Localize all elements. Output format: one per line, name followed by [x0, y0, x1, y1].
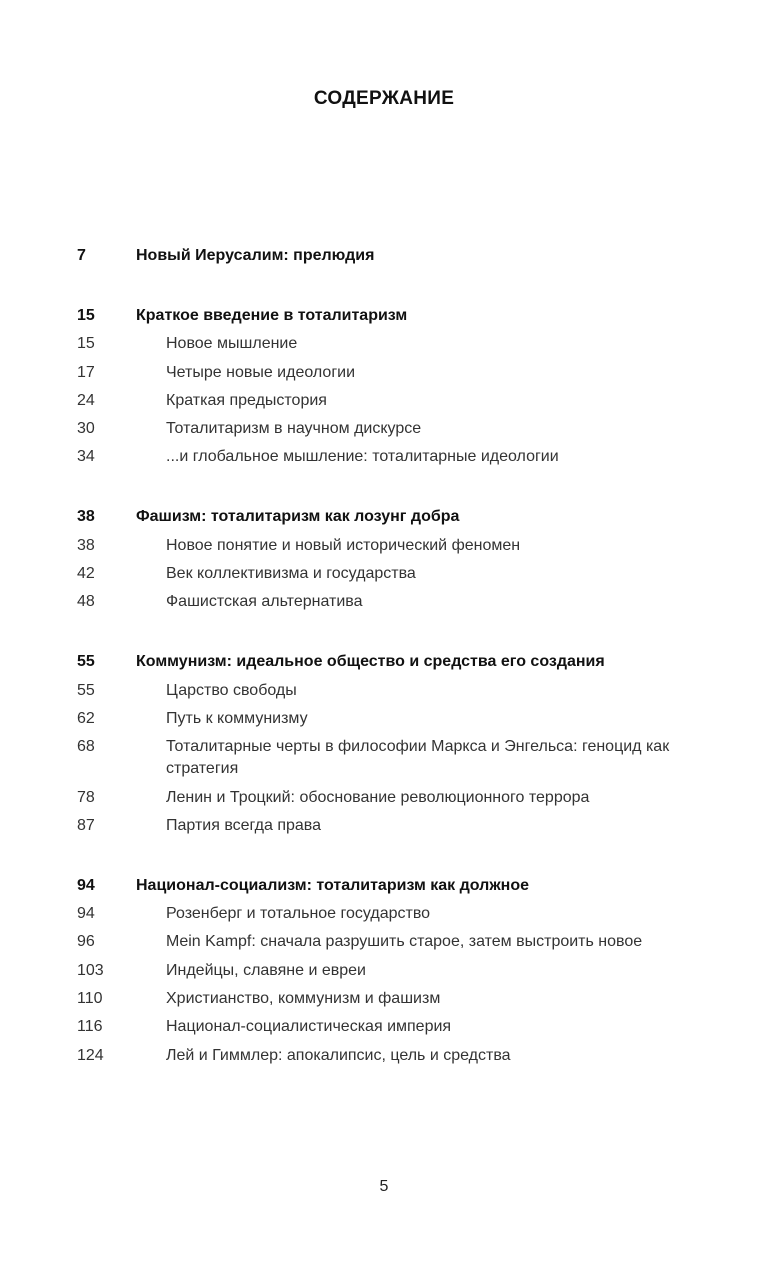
- toc-chapter-heading[interactable]: [0, 875, 768, 897]
- toc-entry[interactable]: [0, 988, 768, 1010]
- toc-page-number: 62: [77, 709, 95, 727]
- toc-chapter-title: Коммунизм: идеальное общество и средства его создания: [136, 653, 605, 671]
- toc-section: [0, 651, 768, 836]
- toc-entry-title: Тоталитарные черты в философии Маркса и Энгельса: геноцид как стратегия: [166, 738, 670, 778]
- toc-page-number: 55: [77, 653, 95, 671]
- toc-entry-title: Mein Kampf: сначала разрушить старое, затем выстроить новое: [166, 933, 643, 951]
- toc-page-number: 17: [77, 363, 95, 381]
- toc-page-number: 55: [77, 681, 95, 699]
- toc-entry[interactable]: [0, 931, 768, 953]
- toc-entry-title: Ленин и Троцкий: обоснование революционного террора: [166, 788, 590, 806]
- toc-page-number: 7: [77, 247, 86, 264]
- toc-page-number: 124: [77, 1046, 104, 1064]
- toc-page-number: 38: [77, 536, 95, 554]
- toc-chapter-title: Новый Иерусалим: прелюдия: [136, 247, 375, 264]
- toc-section: [0, 245, 768, 267]
- toc-chapter-title: Национал-социализм: тоталитаризм как должное: [136, 876, 530, 894]
- toc-chapter-heading[interactable]: [0, 305, 768, 327]
- toc-section: [0, 305, 768, 468]
- toc-page-number: 116: [77, 1018, 103, 1036]
- toc-entry-title: Путь к коммунизму: [166, 709, 308, 727]
- toc-page-number: 94: [77, 876, 95, 894]
- toc-page-number: 15: [77, 335, 95, 353]
- toc-page-number: 110: [77, 990, 103, 1008]
- toc-entry-title: Розенберг и тотальное государство: [166, 905, 431, 923]
- toc-chapter-title: Краткое введение в тоталитаризм: [136, 307, 408, 324]
- toc-page-number: 30: [77, 420, 95, 438]
- toc-entry[interactable]: [0, 815, 768, 837]
- toc-entry-title: Век коллективизма и государства: [166, 565, 416, 583]
- toc-page-number: 42: [77, 565, 95, 583]
- toc-entry[interactable]: [0, 333, 768, 355]
- toc-entry-title: Царство свободы: [166, 681, 297, 699]
- toc-entry-title: Четыре новые идеологии: [166, 363, 356, 381]
- toc-section: [0, 875, 768, 1067]
- toc-entry[interactable]: [0, 390, 768, 412]
- page-number: 5: [379, 1178, 389, 1195]
- toc-entry-title: Краткая предыстория: [166, 391, 327, 409]
- toc-page-number: 78: [77, 788, 95, 806]
- toc-page-number: 38: [77, 508, 95, 526]
- toc-chapter-heading[interactable]: [0, 651, 768, 673]
- toc-entry[interactable]: [0, 535, 768, 557]
- toc-entry-title: Партия всегда права: [166, 816, 322, 834]
- toc-entry[interactable]: [0, 362, 768, 384]
- toc-entry[interactable]: [0, 1045, 768, 1067]
- toc-entry[interactable]: [0, 708, 768, 730]
- toc-entry[interactable]: [0, 1016, 768, 1038]
- toc-section: [0, 506, 768, 613]
- toc-entry-title: Индейцы, славяне и евреи: [166, 961, 366, 979]
- toc-entry-title: Тоталитаризм в научном дискурсе: [166, 420, 422, 438]
- toc-entry-title: Христианство, коммунизм и фашизм: [166, 990, 441, 1008]
- toc-entry[interactable]: [0, 680, 768, 702]
- table-of-contents: [0, 245, 768, 1105]
- toc-entry-title: Лей и Гиммлер: апокалипсис, цель и средства: [166, 1046, 511, 1064]
- page-title: СОДЕРЖАНИЕ: [313, 88, 455, 109]
- toc-chapter-heading[interactable]: [0, 506, 768, 528]
- toc-entry-title: Фашистская альтернатива: [166, 593, 363, 611]
- toc-page-number: 48: [77, 593, 95, 611]
- toc-page-number: 94: [77, 905, 95, 923]
- toc-entry[interactable]: [0, 591, 768, 613]
- toc-page-number: 68: [77, 738, 95, 756]
- toc-page-number: 24: [77, 391, 95, 409]
- toc-chapter-heading[interactable]: [0, 245, 768, 267]
- toc-entry-title: Новое мышление: [166, 335, 298, 353]
- toc-page-number: 34: [77, 448, 95, 466]
- toc-entry[interactable]: [0, 960, 768, 982]
- toc-entry-title: Национал-социалистическая империя: [166, 1018, 452, 1036]
- toc-page-number: 15: [77, 307, 95, 324]
- toc-entry[interactable]: [0, 903, 768, 925]
- toc-entry[interactable]: [0, 418, 768, 440]
- toc-page-number: 87: [77, 816, 95, 834]
- toc-entry-title: Новое понятие и новый исторический феномен: [166, 536, 521, 554]
- toc-entry[interactable]: [0, 563, 768, 585]
- toc-page-number: 103: [77, 961, 104, 979]
- toc-page-number: 96: [77, 933, 95, 951]
- toc-entry-title: ...и глобальное мышление: тоталитарные идеологии: [166, 448, 559, 466]
- toc-entry[interactable]: [0, 446, 768, 468]
- toc-entry[interactable]: [0, 736, 768, 780]
- toc-entry[interactable]: [0, 787, 768, 809]
- toc-chapter-title: Фашизм: тоталитаризм как лозунг добра: [136, 508, 460, 526]
